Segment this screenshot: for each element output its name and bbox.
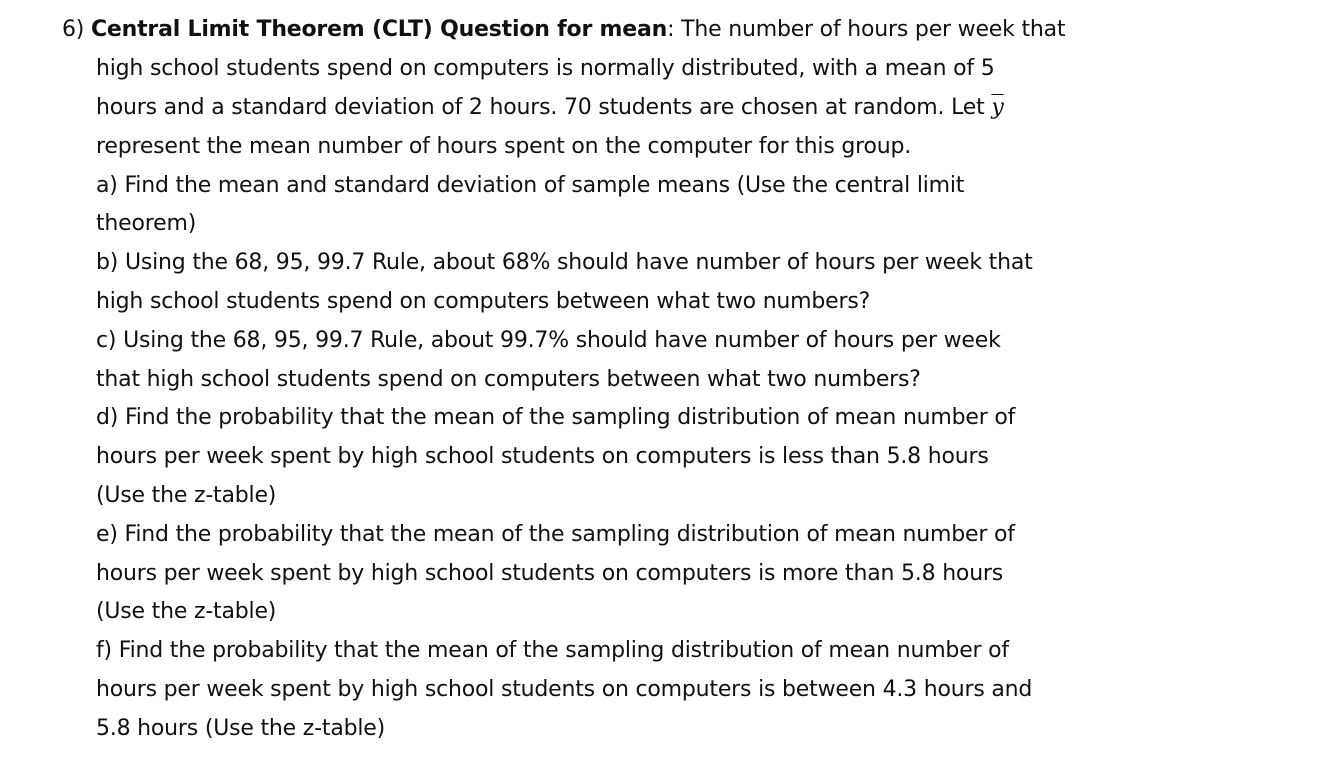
- part-f-line-2: hours per week spent by high school students on computers is between 4.3 hours and: [96, 677, 1033, 702]
- intro-line-4: represent the mean number of hours spent on the computer for this group.: [96, 134, 912, 159]
- part-e-line-3: (Use the z-table): [96, 599, 277, 624]
- intro-line-3-text: hours and a standard deviation of 2 hours. 70 students are chosen at random. Let: [96, 95, 992, 120]
- part-c-line-1: c) Using the 68, 95, 99.7 Rule, about 99.7% should have number of hours per week: [96, 328, 1001, 353]
- part-f-line-1: f) Find the probability that the mean of the sampling distribution of mean number of: [96, 638, 1009, 663]
- question-number: 6): [62, 17, 85, 42]
- title-colon: :: [667, 17, 675, 42]
- question-header-line: [62, 16, 1065, 44]
- intro-line-3: [96, 94, 1004, 122]
- part-a-line-1: a) Find the mean and standard deviation of sample means (Use the central limit: [96, 173, 965, 198]
- part-d-line-2: hours per week spent by high school students on computers is less than 5.8 hours: [96, 444, 989, 469]
- part-e-line-2: hours per week spent by high school students on computers is more than 5.8 hours: [96, 561, 1004, 586]
- question-title: Central Limit Theorem (CLT) Question for mean: [90, 17, 668, 42]
- part-b-line-2: high school students spend on computers between what two numbers?: [96, 289, 871, 314]
- part-a-line-2: theorem): [96, 211, 197, 236]
- part-b-line-1: b) Using the 68, 95, 99.7 Rule, about 68% should have number of hours per week that: [96, 250, 1033, 275]
- part-f-line-3: 5.8 hours (Use the z-table): [96, 716, 385, 741]
- intro-text: The number of hours per week that: [674, 17, 1066, 42]
- y-bar-symbol: $\overline{y}$: [991, 95, 1004, 120]
- part-d-line-1: d) Find the probability that the mean of the sampling distribution of mean number of: [96, 405, 1016, 430]
- part-d-line-3: (Use the z-table): [96, 483, 277, 508]
- part-c-line-2: that high school students spend on computers between what two numbers?: [96, 367, 921, 392]
- part-e-line-1: e) Find the probability that the mean of the sampling distribution of mean number of: [96, 522, 1015, 547]
- intro-line-2: high school students spend on computers is normally distributed, with a mean of 5: [96, 56, 995, 81]
